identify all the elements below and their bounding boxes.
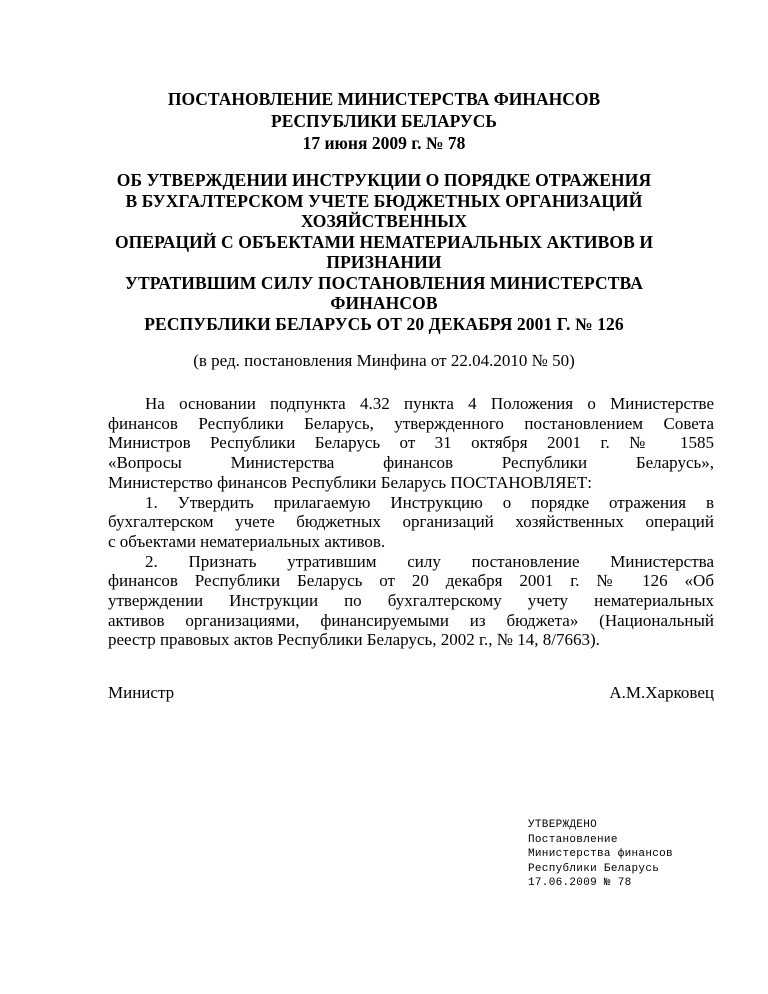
- approval-line: Министерства финансов: [528, 848, 673, 860]
- title-line: ПРИЗНАНИИ: [326, 252, 442, 272]
- body-line: финансов Республики Беларусь от 20 декабря 2001 г. № 126 «Об: [108, 571, 714, 591]
- body-line: с объектами нематериальных активов.: [108, 531, 386, 551]
- body-line: 2. Признать утратившим силу постановление Министерства: [145, 551, 714, 571]
- title-line: РЕСПУБЛИКИ БЕЛАРУСЬ ОТ 20 ДЕКАБРЯ 2001 Г. № 126: [144, 313, 624, 334]
- body-line: утверждении Инструкции по бухгалтерскому учету нематериальных: [108, 591, 714, 611]
- resolution-body: [108, 394, 714, 650]
- body-line: реестр правовых актов Республики Беларусь, 2002 г., № 14, 8/7663).: [108, 630, 600, 650]
- title-line: ХОЗЯЙСТВЕННЫХ: [300, 211, 468, 231]
- resolution-header: [60, 88, 708, 154]
- approval-stamp: [528, 818, 673, 891]
- signature-block: [108, 682, 714, 704]
- body-line: 1. Утвердить прилагаемую Инструкцию о порядке отражения в: [145, 492, 714, 512]
- approval-line: Республики Беларусь: [528, 862, 660, 875]
- resolution-title: [60, 170, 708, 334]
- body-line: активов организациями, финансируемыми из бюджета» (Национальный: [108, 610, 714, 630]
- body-line: «Вопросы Министерства финансов Республики Беларусь»,: [108, 453, 714, 473]
- approval-line: 17.06.2009 № 78: [528, 877, 632, 889]
- body-line: Министерство финансов Республики Беларусь ПОСТАНОВЛЯЕТ:: [108, 472, 592, 492]
- title-line: ОБ УТВЕРЖДЕНИИ ИНСТРУКЦИИ О ПОРЯДКЕ ОТРАЖЕНИЯ: [116, 170, 652, 190]
- approval-line: УТВЕРЖДЕНО: [528, 819, 598, 831]
- edition-note: (в ред. постановления Минфина от 22.04.2010 № 50): [193, 351, 575, 370]
- body-line: бухгалтерском учете бюджетных организаций хозяйственных операций: [108, 512, 714, 532]
- body-line: финансов Республики Беларусь, утвержденного постановлением Совета: [108, 413, 714, 433]
- title-line: ФИНАНСОВ: [330, 293, 438, 313]
- approval-line: Постановление: [528, 833, 618, 846]
- signatory-position: Министр: [108, 683, 175, 702]
- title-line: ОПЕРАЦИЙ С ОБЪЕКТАМИ НЕМАТЕРИАЛЬНЫХ АКТИВОВ И: [114, 231, 654, 252]
- header-country: РЕСПУБЛИКИ БЕЛАРУСЬ: [271, 111, 497, 131]
- body-line: На основании подпункта 4.32 пункта 4 Положения о Министерстве: [145, 394, 714, 413]
- header-issuer: ПОСТАНОВЛЕНИЕ МИНИСТЕРСТВА ФИНАНСОВ: [167, 89, 601, 109]
- title-line: В БУХГАЛТЕРСКОМ УЧЕТЕ БЮДЖЕТНЫХ ОРГАНИЗАЦИЙ: [125, 190, 643, 211]
- header-date-number: 17 июня 2009 г. № 78: [302, 133, 466, 153]
- body-line: Министров Республики Беларусь от 31 октября 2001 г. № 1585: [108, 433, 714, 453]
- title-line: УТРАТИВШИМ СИЛУ ПОСТАНОВЛЕНИЯ МИНИСТЕРСТВА: [125, 272, 643, 293]
- signatory-name: А.М.Харковец: [609, 683, 714, 702]
